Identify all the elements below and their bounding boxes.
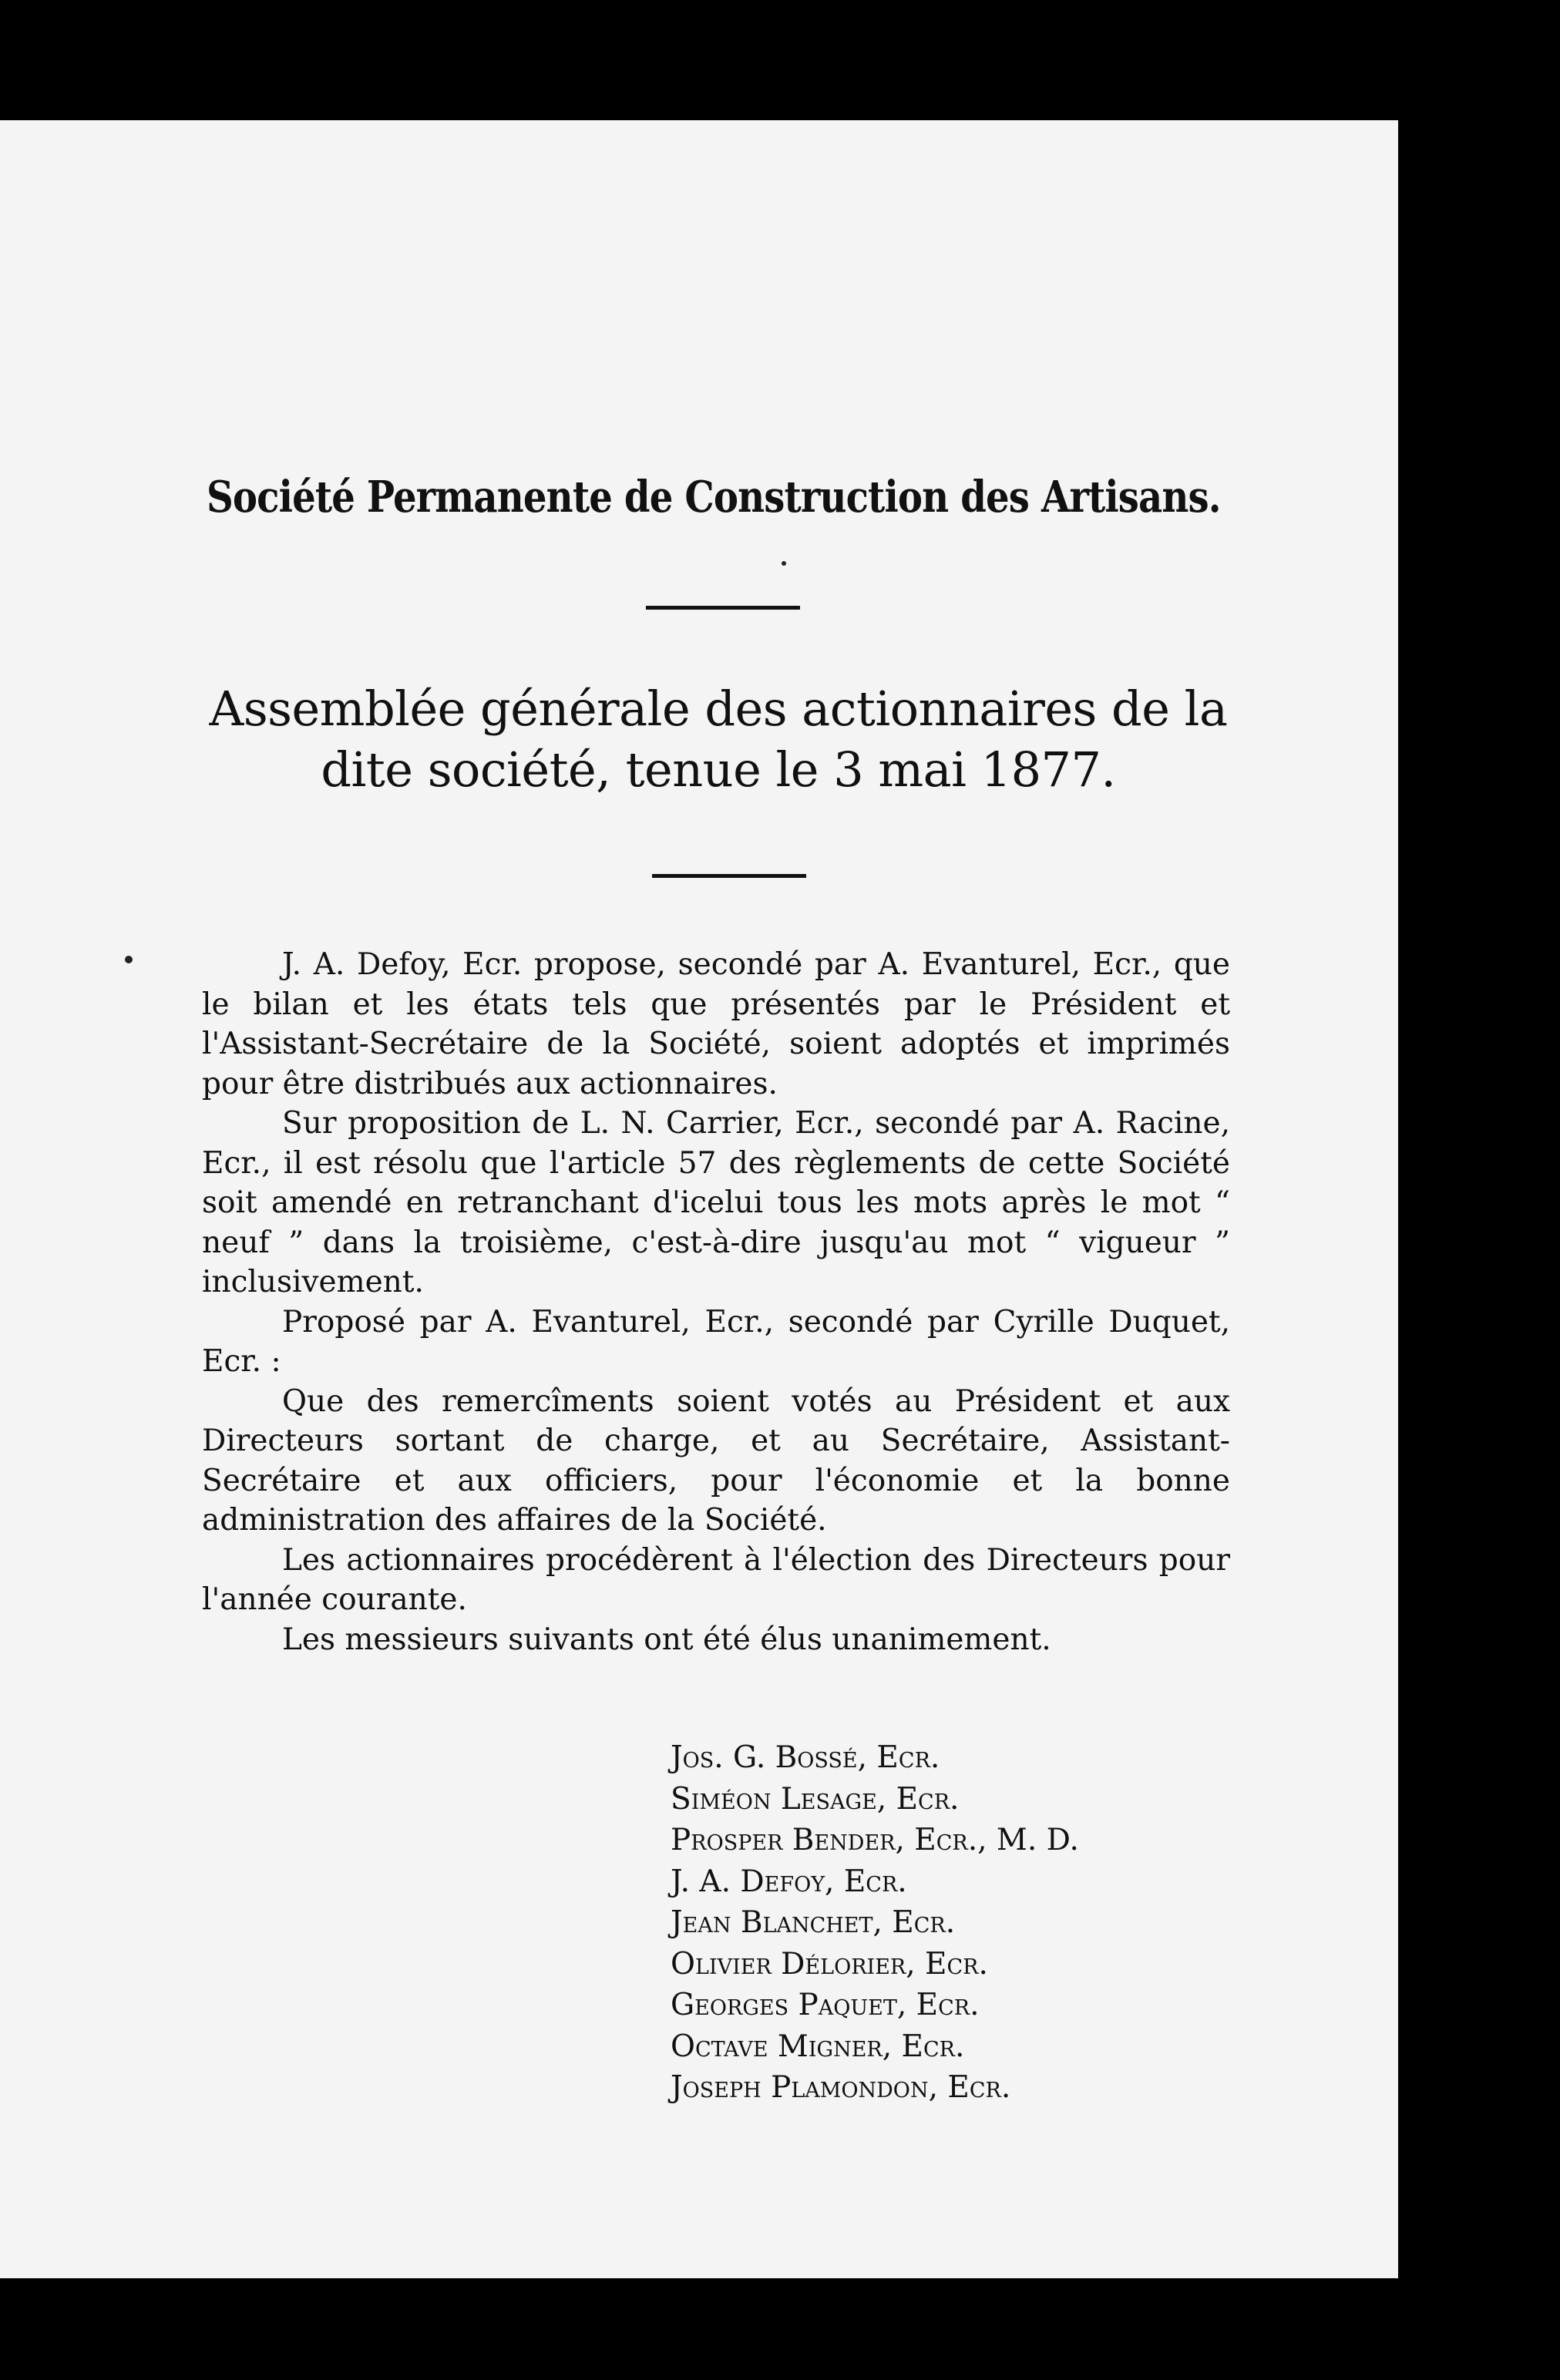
- director-name: J. A. Defoy, Ecr.: [671, 1864, 907, 1899]
- subtitle-rule: [652, 874, 806, 878]
- paragraph: Les messieurs suivants ont été élus unanimement.: [282, 1622, 1051, 1657]
- paragraph: J. A. Defoy, Ecr. propose, secondé par A. Evanturel, Ecr., que le bilan et les états tels que présentés par le Président et l'Assistant-Secrétaire de la Société, soient adoptés et imprimés pour être distribués aux actionnaires.: [202, 947, 1230, 1101]
- paragraph: Les actionnaires procédèrent à l'élection des Directeurs pour l'année courante.: [202, 1542, 1230, 1617]
- director-name: Jean Blanchet, Ecr.: [671, 1905, 956, 1940]
- paragraph: Que des remercîments soient votés au Président et aux Directeurs sortant de charge, et au Secrétaire, Assistant-Secrétaire et aux officiers, pour l'économie et la bonne administration des affaires de la Société.: [202, 1383, 1230, 1538]
- director-name: Georges Paquet, Ecr.: [671, 1988, 980, 2022]
- document-title: Société Permanente de Construction des Artisans.: [207, 472, 1221, 523]
- body-text: [202, 945, 1230, 1659]
- director-name: Olivier Délorier, Ecr.: [671, 1946, 988, 1982]
- paragraph: Proposé par A. Evanturel, Ecr., secondé par Cyrille Duquet, Ecr. :: [202, 1304, 1230, 1379]
- director-name: Jos. G. Bossé, Ecr.: [671, 1740, 940, 1775]
- document-subtitle: Assemblée générale des actionnaires de la dite société, tenue le 3 mai 1877.: [209, 681, 1228, 798]
- director-name: Prosper Bender, Ecr., M. D.: [671, 1823, 1079, 1857]
- margin-speck: [125, 956, 133, 963]
- margin-speck: [782, 561, 786, 566]
- director-name: Joseph Plamondon, Ecr.: [671, 2070, 1011, 2105]
- title-rule: [646, 606, 800, 610]
- directors-list: [671, 1737, 1241, 2109]
- director-name: Octave Migner, Ecr.: [671, 2029, 965, 2064]
- director-name: Siméon Lesage, Ecr.: [671, 1781, 960, 1817]
- paragraph: Sur proposition de L. N. Carrier, Ecr., secondé par A. Racine, Ecr., il est résolu que l'article 57 des règlements de cette Société soit amendé en retranchant d'icelui tous les mots après le mot “ neuf ” dans la troisième, c'est-à-dire jusqu'au mot “ vigueur ” inclusivement.: [202, 1106, 1230, 1299]
